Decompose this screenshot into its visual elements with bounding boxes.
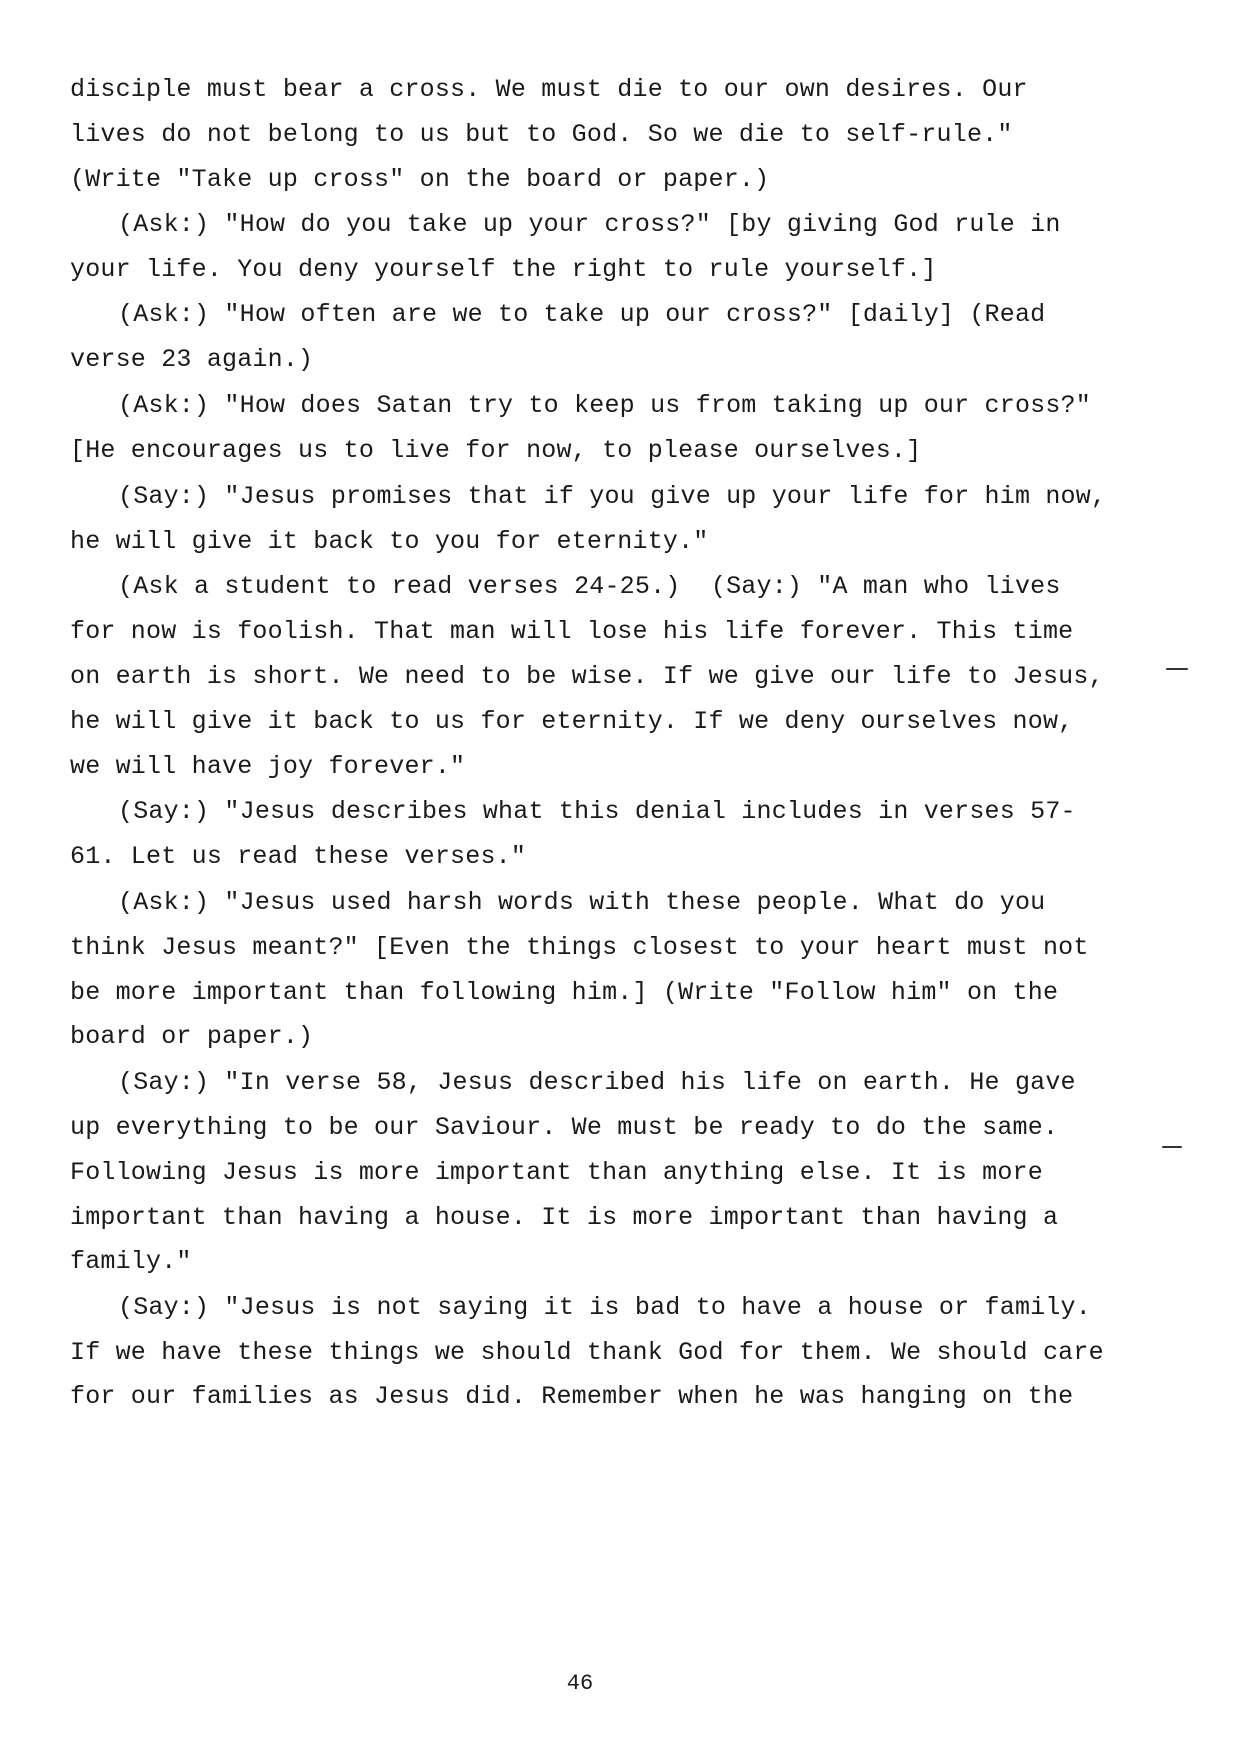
text-line: lives do not belong to us but to God. So we die to self-rule."	[70, 120, 1013, 149]
text-line: (Say:) "Jesus describes what this denial includes in verses 57-	[118, 797, 1076, 826]
text-line: important than having a house. It is more important than having a	[70, 1203, 1059, 1232]
text-line: he will give it back to us for eternity. If we deny ourselves now,	[70, 707, 1074, 736]
text-line: on earth is short. We need to be wise. If we give our life to Jesus,	[70, 662, 1104, 691]
scan-mark	[1166, 668, 1188, 670]
text-line: think Jesus meant?" [Even the things closest to your heart must not	[70, 933, 1089, 962]
text-line: (Ask:) "How often are we to take up our cross?" [daily] (Read	[118, 300, 1046, 329]
text-line: board or paper.)	[70, 1022, 314, 1051]
text-line: we will have joy forever."	[70, 752, 466, 781]
page-number: 46	[566, 1671, 594, 1696]
text-line: (Say:) "Jesus is not saying it is bad to have a house or family.	[118, 1293, 1091, 1322]
text-line: (Ask:) "Jesus used harsh words with these people. What do you	[118, 888, 1046, 917]
text-line: (Ask:) "How does Satan try to keep us from taking up our cross?"	[118, 391, 1091, 420]
text-line: Following Jesus is more important than anything else. It is more	[70, 1158, 1043, 1187]
text-line: be more important than following him.] (Write "Follow him" on the	[70, 978, 1059, 1007]
text-line: he will give it back to you for eternity."	[70, 527, 709, 556]
text-line: 61. Let us read these verses."	[70, 842, 527, 871]
text-line: disciple must bear a cross. We must die to our own desires. Our	[70, 75, 1028, 104]
text-line: family."	[70, 1247, 192, 1276]
text-line: If we have these things we should thank God for them. We should care	[70, 1338, 1104, 1367]
text-line: [He encourages us to live for now, to please ourselves.]	[70, 436, 922, 465]
text-line: (Say:) "In verse 58, Jesus described his life on earth. He gave	[118, 1068, 1076, 1097]
text-line: (Ask a student to read verses 24-25.) (Say:) "A man who lives	[118, 572, 1061, 601]
scan-mark	[1162, 1146, 1182, 1148]
text-line: (Ask:) "How do you take up your cross?" [by giving God rule in	[118, 210, 1061, 239]
text-line: (Write "Take up cross" on the board or paper.)	[70, 165, 770, 194]
text-line: verse 23 again.)	[70, 345, 314, 374]
text-line: your life. You deny yourself the right to rule yourself.]	[70, 255, 937, 284]
text-line: for our families as Jesus did. Remember when he was hanging on the	[70, 1382, 1074, 1411]
text-line: for now is foolish. That man will lose his life forever. This time	[70, 617, 1074, 646]
text-line: up everything to be our Saviour. We must be ready to do the same.	[70, 1113, 1059, 1142]
text-line: (Say:) "Jesus promises that if you give up your life for him now,	[118, 482, 1107, 511]
